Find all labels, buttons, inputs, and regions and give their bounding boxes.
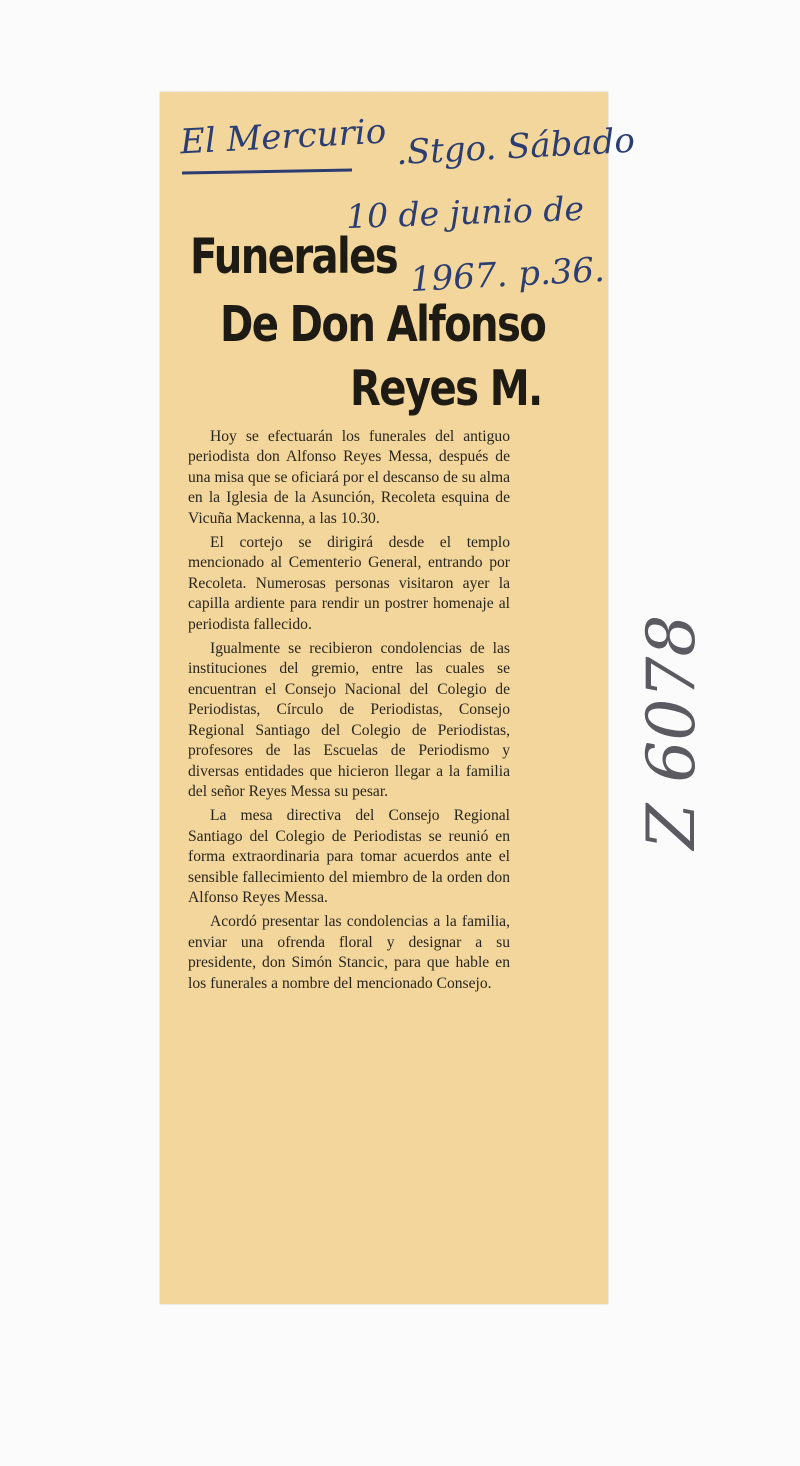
newspaper-clipping <box>160 92 710 1304</box>
article-body <box>188 427 510 998</box>
headline-line-1: Funerales <box>190 228 398 285</box>
handwritten-date: 10 de junio de <box>345 188 585 237</box>
pencil-archive-code: Z 6078 <box>633 614 710 850</box>
article-paragraph: Hoy se efectuarán los funerales del antiguo periodista don Alfonso Reyes Messa, después de una misa que se oficiará por el descanso de su alma en la Iglesia de la Asunción, Recoleta esquina de Vicuña Mackenna, a las 10.30. <box>188 428 510 527</box>
article-paragraph: Igualmente se recibieron condolencias de las instituciones del gremio, entre las cuales se encuentran el Consejo Nacional del Colegio de Periodistas, Círculo de Periodistas, Consejo Regional Santiago del Colegio de Periodistas, profesores de las Escuelas de Periodismo y diversas entidades que hicieron llegar a la familia del señor Reyes Messa su pesar. <box>188 640 510 800</box>
handwritten-place: .Stgo. Sábado <box>395 120 636 174</box>
article-paragraph: El cortejo se dirigirá desde el templo mencionado al Cementerio General, entrando por Recoleta. Numerosas personas visitaron ayer la capilla ardiente para rendir un postrer homenaje al periodista fallecido. <box>188 534 510 633</box>
handwritten-year-page: 1967. p.36. <box>409 249 606 301</box>
headline-line-3: Reyes M. <box>350 360 542 417</box>
article-paragraph: Acordó presentar las condolencias a la familia, enviar una ofrenda floral y designar a su presidente, don Simón Stancic, para que hable en los funerales a nombre del mencionado Consejo. <box>188 913 510 992</box>
handwritten-underline <box>182 169 352 175</box>
perforated-edge <box>160 86 608 98</box>
article-paragraph: La mesa directiva del Consejo Regional Santiago del Colegio de Periodistas se reunió en forma extraordinaria para tomar acuerdos ante el sensible fallecimiento del miembro de la orden don Alfonso Reyes Messa. <box>188 807 510 906</box>
handwritten-source: El Mercurio <box>179 111 388 163</box>
headline-line-2: De Don Alfonso <box>220 296 546 353</box>
